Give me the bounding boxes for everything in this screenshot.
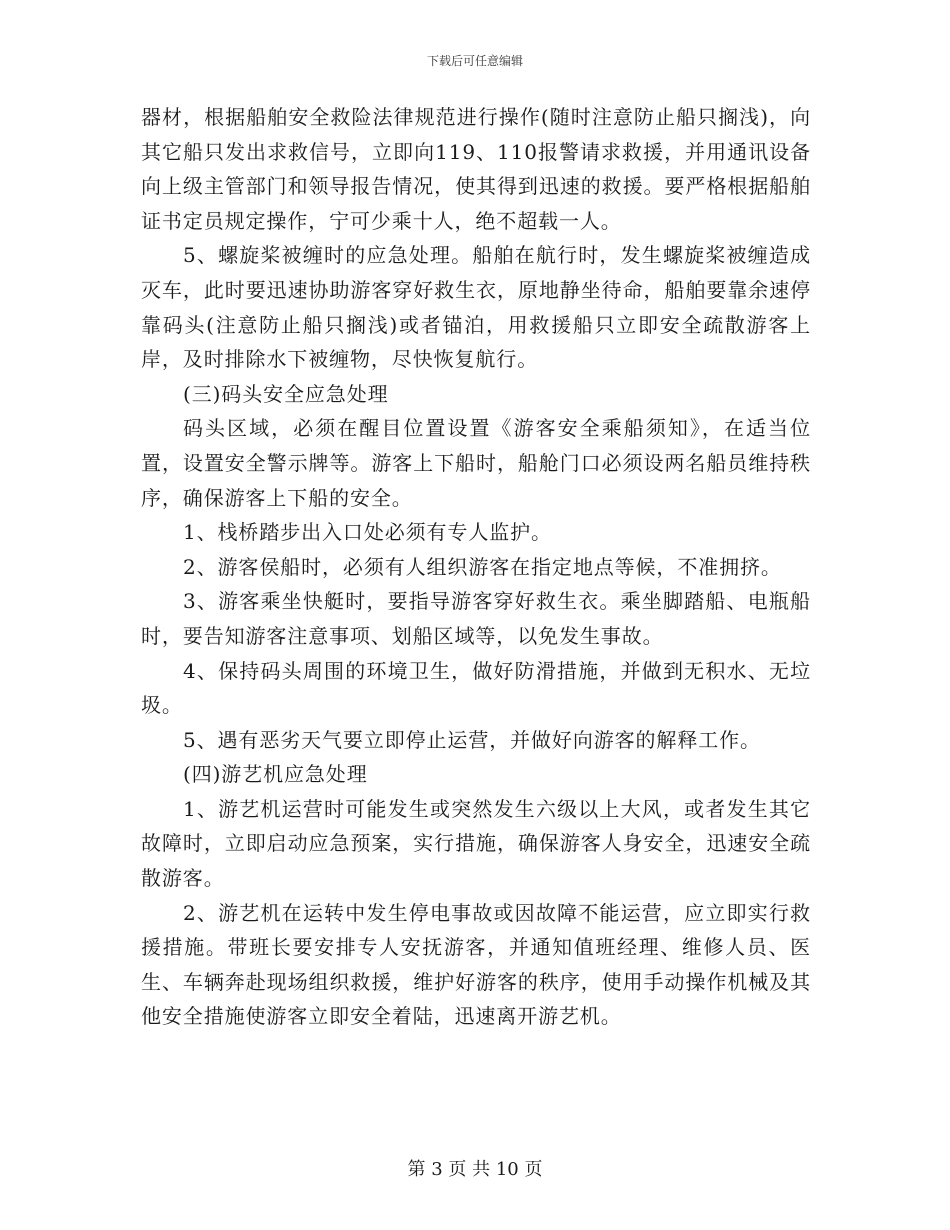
paragraph-4: 码头区域，必须在醒目位置设置《游客安全乘船须知》，在适当位置，设置安全警示牌等。游客上下船时，船舱门口必须设两名船员维持秩序，确保游客上下船的安全。	[141, 416, 811, 510]
list-item-1: 1、栈桥踏步出入口处必须有专人监护。	[183, 520, 552, 545]
section-heading-3: (三)码头安全应急处理	[183, 381, 389, 406]
page-header: 下载后可任意编辑	[426, 54, 523, 68]
list-item-ride-2: 2、游艺机在运转中发生停电事故或因故障不能运营，应立即实行救援措施。带班长要安排专人安抚游客，并通知值班经理、维修人员、医生、车辆奔赴现场组织救援，维护好游客的秩序，使用手动操作机械及其他安全措施使游客立即安全着陆，迅速离开游艺机。	[141, 900, 811, 1029]
paragraph-2: 5、螺旋桨被缠时的应急处理。船舶在航行时，发生螺旋桨被缠造成灭车，此时要迅速协助游客穿好救生衣，原地静坐待命，船舶要靠余速停靠码头(注意防止船只搁浅)或者锚泊，用救援船只立即安全疏散游客上岸，及时排除水下被缠物，尽快恢复航行。	[141, 243, 811, 372]
list-item-2: 2、游客侯船时，必须有人组织游客在指定地点等候，不准拥挤。	[183, 554, 782, 579]
section-heading-4: (四)游艺机应急处理	[183, 762, 368, 787]
document-body	[141, 100, 811, 1034]
paragraph-1: 器材，根据船舶安全救险法律规范进行操作(随时注意防止船只搁浅)，向其它船只发出求救信号，立即向119、110报警请求救援，并用通讯设备向上级主管部门和领导报告情况，使其得到迅速的救援。要严格根据船舶证书定员规定操作，宁可少乘十人，绝不超载一人。	[141, 105, 811, 233]
list-item-3: 3、游客乘坐快艇时，要指导游客穿好救生衣。乘坐脚踏船、电瓶船时，要告知游客注意事项、划船区域等，以免发生事故。	[141, 589, 811, 648]
list-item-5: 5、遇有恶劣天气要立即停止运营，并做好向游客的解释工作。	[183, 727, 761, 752]
list-item-ride-1: 1、游艺机运营时可能发生或突然发生六级以上大风，或者发生其它故障时，立即启动应急预案，实行措施，确保游客人身安全，迅速安全疏散游客。	[141, 796, 811, 891]
list-item-4: 4、保持码头周围的环境卫生，做好防滑措施，并做到无积水、无垃圾。	[141, 658, 811, 718]
page-footer: 第 3 页 共 10 页	[407, 1159, 543, 1180]
